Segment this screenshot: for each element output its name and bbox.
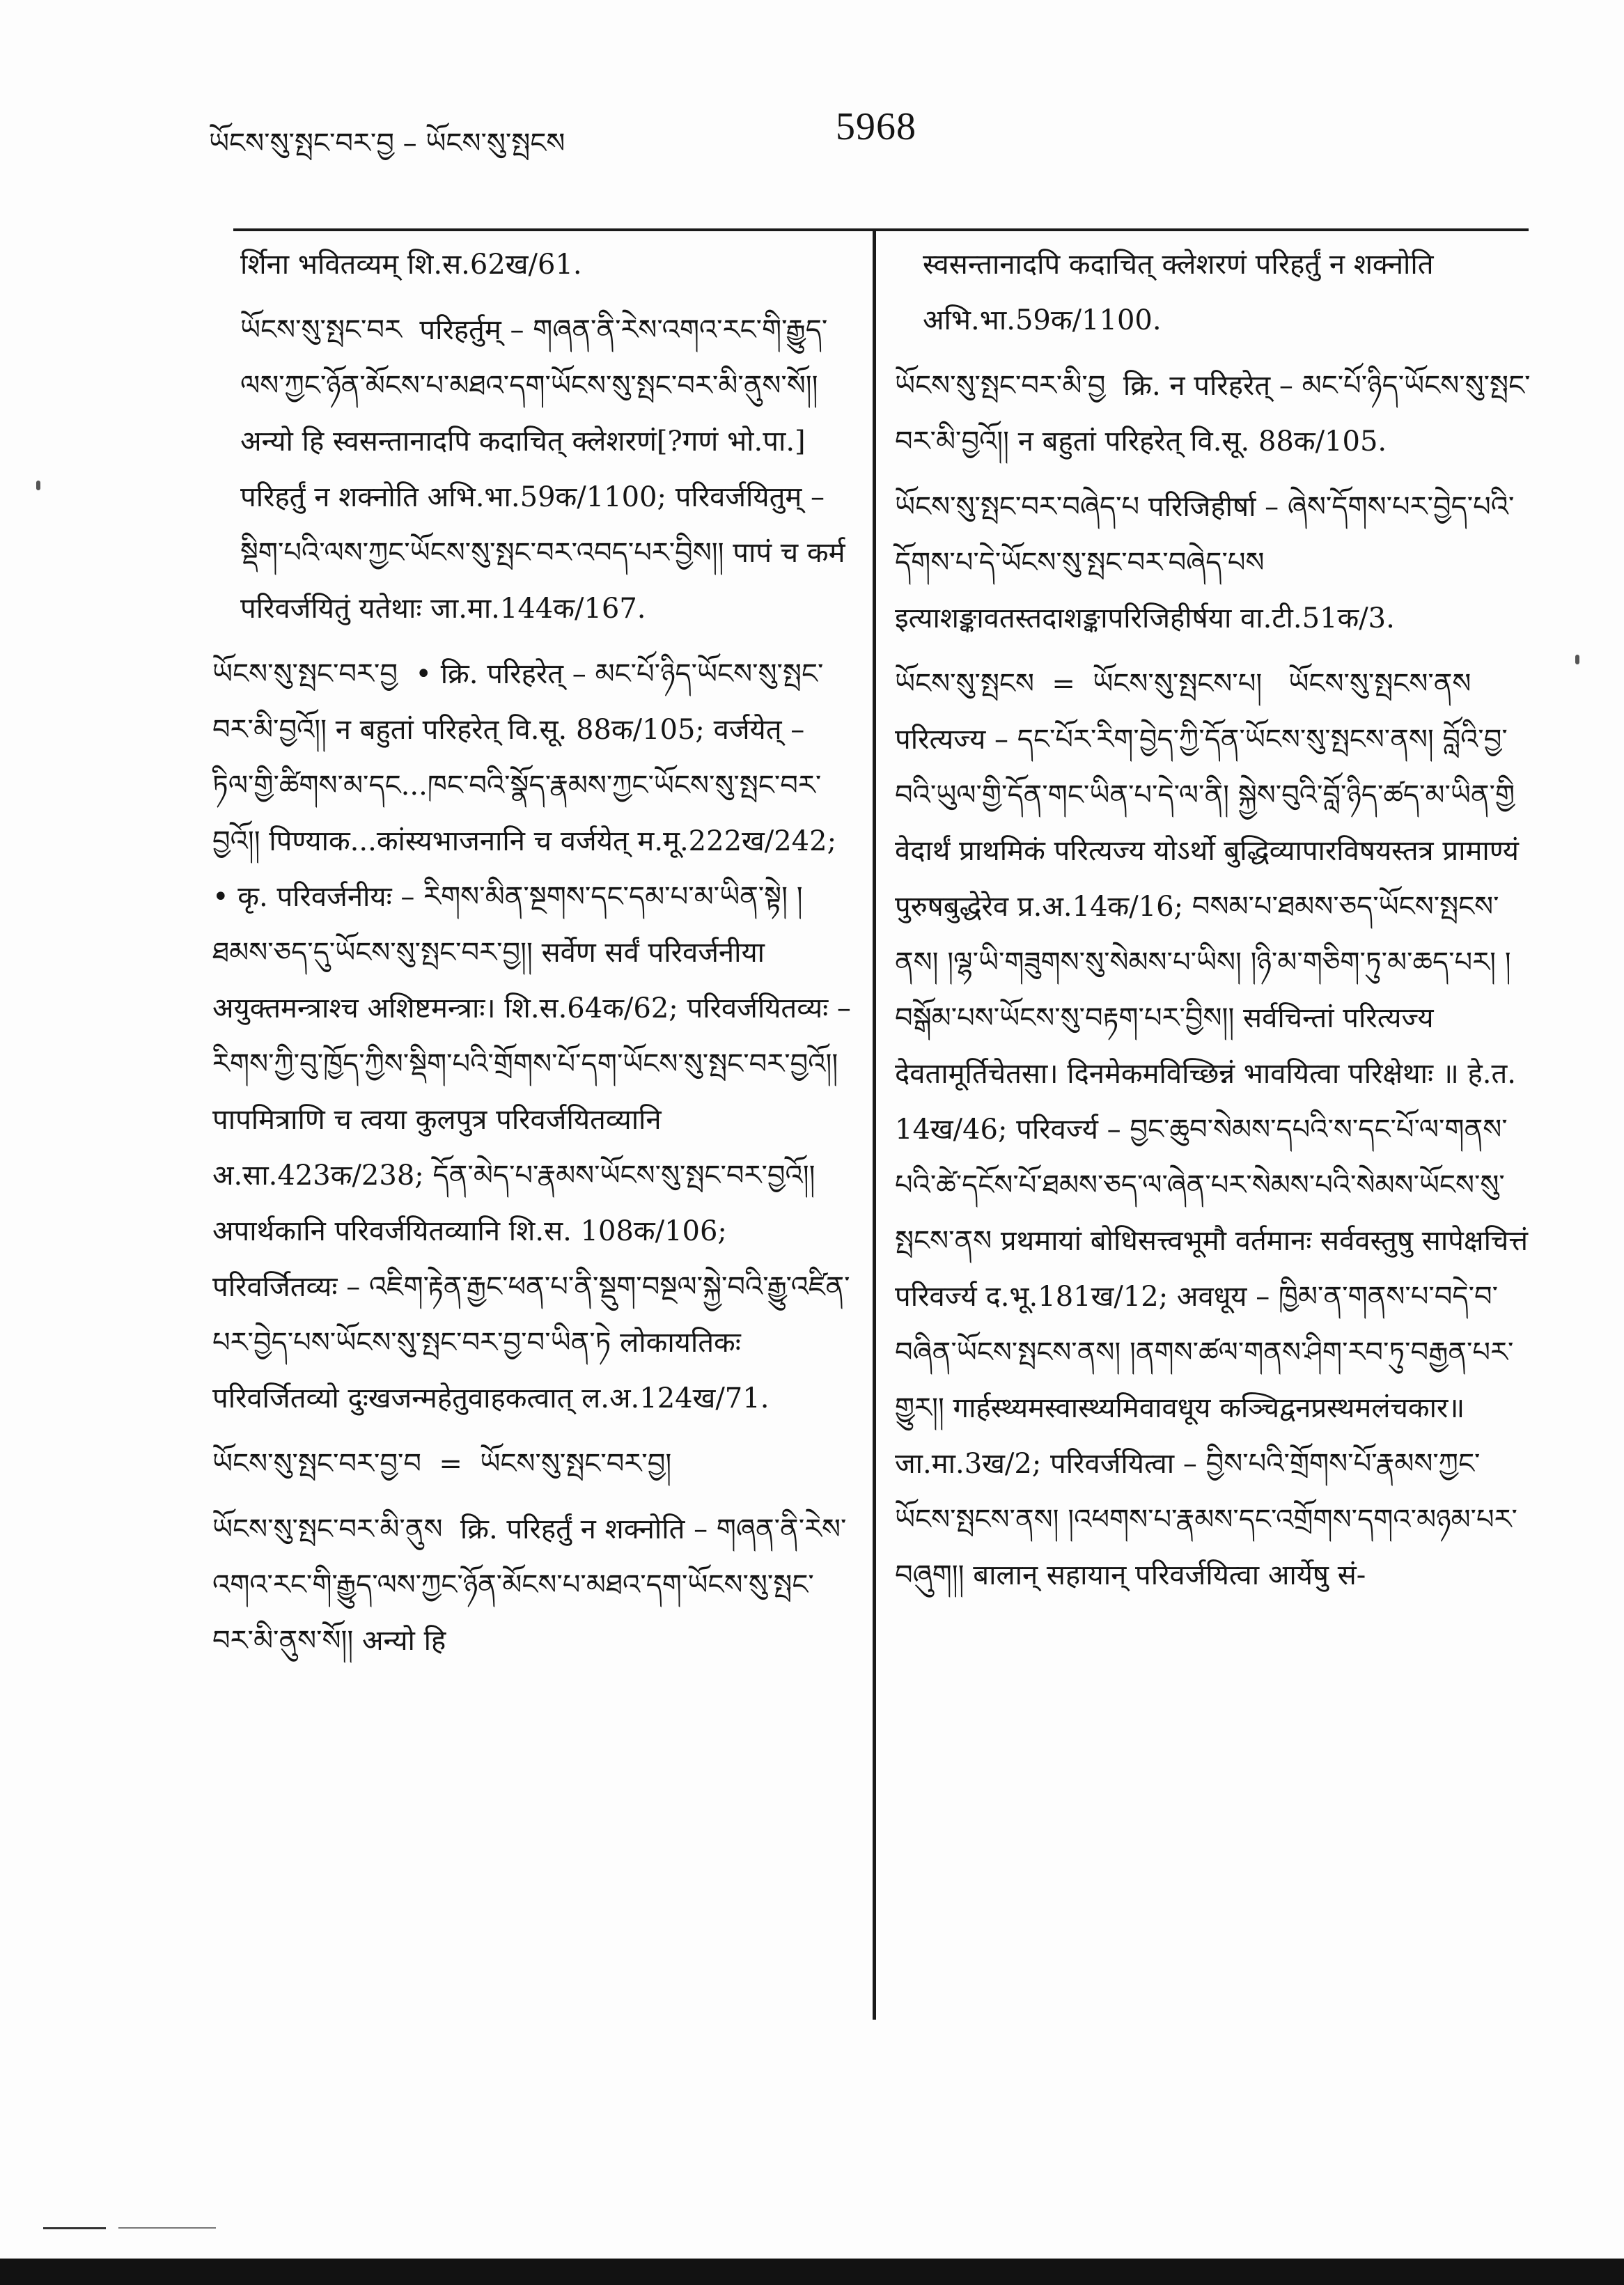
header-rule [233, 228, 1529, 231]
dictionary-entry: ཡོངས་སུ་སྤང་བར་བྱ་བ = ཡོངས་སུ་སྤང་བར་བྱ། [212, 1448, 672, 1480]
running-head: ཡོངས་སུ་སྤང་བར་བྱ – ཡོངས་སུ་སྤངས [209, 127, 565, 159]
scan-bottom-edge [0, 2259, 1624, 2285]
dictionary-entry: स्वसन्तानादपि कदाचित् क्लेशरणं परिहर्तुं न शक्नोति अभि.भा.59क/1100. [923, 249, 1443, 336]
dictionary-entry: ཡོངས་སུ་སྤང་བར་མི་ནུས क्रि. परिहर्तुं न शक्नोति – གཞན་ནི་རེས་འགའ་རང་གི་རྒྱུད་ལས་ཀྱང་ཉོན་མོངས་པ་མཐའ་དག་ཡོངས་སུ་སྤང་བར་མི་ནུས་སོ།། अन्यो हि [212, 1513, 847, 1657]
dictionary-entry: ཡོངས་སུ་སྤང་བར परिहर्तुम् – གཞན་ནི་རེས་འགའ་རང་གི་རྒྱུད་ལས་ཀྱང་ཉོན་མོངས་པ་མཐའ་དག་ཡོངས་སུ་སྤང་བར་མི་ནུས་སོ།། अन्यो हि स्वसन्तानादपि कदाचित् क्लेशरणं[?गणं भो.पा.] परिहर्तुं न शक्नोति अभि.भा.59क/1100; परिवर्जयितुम् – སྡིག་པའི་ལས་ཀྱང་ཡོངས་སུ་སྤང་བར་འབད་པར་བྱིས།། पापं च कर्म परिवर्जयितुं यतेथाः जा.मा.144क/167. [240, 314, 854, 625]
left-column [212, 237, 860, 1678]
scan-speck [1575, 655, 1579, 664]
scan-speck [36, 481, 40, 490]
page-number: 5968 [836, 105, 916, 148]
dictionary-entry: ཡོངས་སུ་སྤང་བར་མི་བྱ क्रि. न परिहरेत् – མང་པོ་ཉིད་ཡོངས་སུ་སྤང་བར་མི་བྱའོ།། न बहुतां परिहरेत् वि.सू. 88क/105. [895, 370, 1531, 458]
page-header [0, 104, 1624, 167]
dictionary-entry: ཡོངས་སུ་སྤང་བར་བྱ • क्रि. परिहरेत् – མང་པོ་ཉིད་ཡོངས་སུ་སྤང་བར་མི་བྱའོ།། न बहुतां परिहरेत् वि.सू. 88क/105; वर्जयेत् – ཏིལ་གྱི་ཚིགས་མ་དང...ཁང་བའི་སྣོད་རྣམས་ཀྱང་ཡོངས་སུ་སྤང་བར་བྱའོ།། पिण्याक...कांस्यभाजनानि च वर्जयेत् म.मू.222ख/242; • कृ. परिवर्जनीयः – རིགས་མིན་སྔགས་དང་དམ་པ་མ་ཡིན་སྟེ། །ཐམས་ཅད་དུ་ཡོངས་སུ་སྤང་བར་བྱ།། सर्वेण सर्वं परिवर्जनीया अयुक्तमन्त्राश्च अशिष्टमन्त्राः। शि.स.64क/62; परिवर्जयितव्यः – རིགས་ཀྱི་བུ་ཁྱོད་ཀྱིས་སྡིག་པའི་གྲོགས་པོ་དག་ཡོངས་སུ་སྤང་བར་བྱའོ།། पापमित्राणि च त्वया कुलपुत्र परिवर्जयितव्यानि अ.सा.423क/238; དོན་མེད་པ་རྣམས་ཡོངས་སུ་སྤང་བར་བྱའོ།། अपार्थकानि परिवर्जयितव्यानि शि.स. 108क/106; परिवर्जितव्यः – འཇིག་རྟེན་རྒྱང་ཕན་པ་ནི་སྡུག་བསྔལ་སྐྱེ་བའི་རྒྱུ་འཛིན་པར་བྱེད་པས་ཡོངས་སུ་སྤང་བར་བྱ་བ་ཡིན་ཏེ लोकायतिकः परिवर्जितव्यो दुःखजन्महेतुवाहकत्वात् ल.अ.124ख/71. [212, 658, 860, 1414]
dictionary-entry: र्शिना भवितव्यम् शि.स.62ख/61. [240, 249, 582, 281]
dictionary-entry: ཡོངས་སུ་སྤང་བར་བཞེད་པ परिजिहीर्षा – ཞེས་དོགས་པར་བྱེད་པའི་དོགས་པ་དེ་ཡོངས་སུ་སྤང་བར་བཞེད་པས इत्याशङ्कावतस्तदाशङ्कापरिजिहीर्षया वा.टी.51क/3. [895, 491, 1515, 634]
scan-mark [118, 2227, 216, 2229]
scan-mark [43, 2227, 106, 2229]
right-column [895, 237, 1536, 1613]
dictionary-entry: ཡོངས་སུ་སྤངས = ཡོངས་སུ་སྤངས་པ། ཡོངས་སུ་སྤངས་ནས परित्यज्य – དང་པོར་རིག་བྱེད་ཀྱི་དོན་ཡོངས་སུ་སྤངས་ནས། བློའི་བྱ་བའི་ཡུལ་གྱི་དོན་གང་ཡིན་པ་དེ་ལ་ནི། སྐྱེས་བུའི་བློ་ཉིད་ཚད་མ་ཡིན་གྱི वेदार्थं प्राथमिकं परित्यज्य योऽर्थो बुद्धिव्यापारविषयस्तत्र प्रामाण्यं पुरुषबुद्धेरेव प्र.अ.14क/16; བསམ་པ་ཐམས་ཅད་ཡོངས་སྤངས་ནས། །ལྷ་ཡི་གཟུགས་སུ་སེམས་པ་ཡིས། །ཉི་མ་གཅིག་ཏུ་མ་ཆད་པར། །བསྒོམ་པས་ཡོངས་སུ་བརྟག་པར་བྱིས།། सर्वचिन्तां परित्यज्य देवतामूर्तिचेतसा। दिनमेकमविच्छिन्नं भावयित्वा परिक्षेथाः ॥ हे.त. 14ख/46; परिवर्ज्य – བྱང་ཆུབ་སེམས་དཔའི་ས་དང་པོ་ལ་གནས་པའི་ཚེ་དངོས་པོ་ཐམས་ཅད་ལ་ཞེན་པར་སེམས་པའི་སེམས་ཡོངས་སུ་སྤངས་ནས प्रथमायां बोधिसत्त्वभूमौ वर्तमानः सर्ववस्तुषु सापेक्षचित्तं परिवर्ज्य द.भू.181ख/12; अवधूय – ཁྱིམ་ན་གནས་པ་བདེ་བ་བཞིན་ཡོངས་སྤངས་ནས། །ནགས་ཚལ་གནས་ཤིག་རབ་ཏུ་བརྒྱན་པར་གྱུར།། गार्हस्थ्यमस्वास्थ्यमिवावधूय कञ्चिद्वनप्रस्थमलंचकार॥ जा.मा.3ख/2; परिवर्जयित्वा – བྱིས་པའི་གྲོགས་པོ་རྣམས་ཀྱང་ཡོངས་སྤངས་ནས། །འཕགས་པ་རྣམས་དང་འགྲོགས་དགའ་མཉམ་པར་བཞུག།། बालान् सहायान् परिवर्जयित्वा आर्येषु सं- [895, 668, 1537, 1591]
column-divider [873, 230, 876, 2020]
